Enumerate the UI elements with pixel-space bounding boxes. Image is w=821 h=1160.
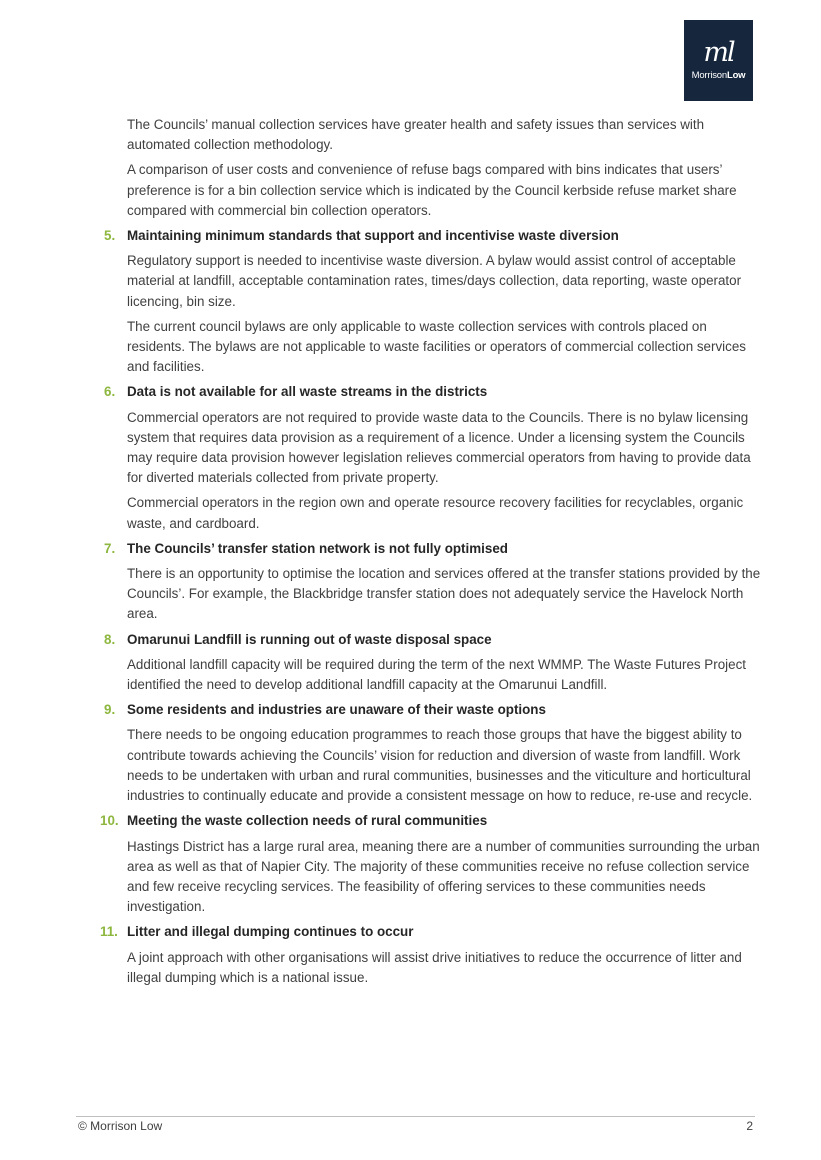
issue-item-6 (104, 382, 764, 533)
issue-number: 7. (104, 540, 116, 556)
document-body (100, 115, 764, 993)
issue-item-11 (100, 922, 764, 988)
issue-number: 8. (104, 631, 116, 647)
issue-heading (104, 539, 764, 559)
issue-paragraph: Regulatory support is needed to incentivise waste diversion. A bylaw would assist control of acceptable material at landfill, acceptable contamination rates, times/days collection, data reporting, waste operator licencing, bin size. (127, 253, 742, 309)
issue-heading-text: Omarunui Landfill is running out of waste disposal space (127, 631, 492, 647)
issue-paragraph: A joint approach with other organisations will assist drive initiatives to reduce the occurrence of litter and illegal dumping which is a national issue. (127, 949, 742, 985)
issue-item-8 (104, 630, 764, 696)
logo-word-light: Morrison (691, 70, 727, 81)
issue-heading-text: Some residents and industries are unaware of their waste options (127, 702, 546, 718)
issue-item-10 (100, 811, 764, 917)
issue-item-7 (104, 539, 764, 625)
logo-mark: ml (703, 37, 734, 68)
issue-paragraph: Commercial operators in the region own and operate resource recovery facilities for recyclables, organic waste, and cardboard. (127, 495, 744, 531)
issue-number: 10. (100, 813, 119, 829)
page-number: 2 (746, 1119, 753, 1133)
issue-item-5 (104, 226, 764, 377)
issue-paragraph: Commercial operators are not required to provide waste data to the Councils. There is no bylaw licensing system that requires data provision as a requirement of a licence. Under a licensing system the Councils may require data provision however legislation relieves commercial operators from having to provide data for diverted materials collected from private property. (127, 409, 751, 486)
issue-heading (104, 700, 764, 720)
issue-heading-text: Meeting the waste collection needs of rural communities (127, 813, 488, 829)
issue-number: 11. (100, 924, 118, 940)
logo-wordmark (684, 70, 753, 81)
issue-paragraph: The current council bylaws are only applicable to waste collection services with controls placed on residents. The bylaws are not applicable to waste facilities or operators of commercial collection services and facilities. (127, 318, 746, 375)
issue-paragraph: There is an opportunity to optimise the location and services offered at the transfer stations provided by the Councils’. For example, the Blackbridge transfer station does not adequately service the Havelock North area. (127, 566, 761, 622)
issue-heading-text: The Councils’ transfer station network is not fully optimised (127, 540, 508, 556)
intro-paragraph: A comparison of user costs and convenience of refuse bags compared with bins indicates that users’ preference is for a bin collection service which is indicated by the Council kerbside refuse market share compared with commercial bin collection operators. (127, 162, 737, 218)
issue-heading (104, 630, 764, 650)
issue-paragraph: Additional landfill capacity will be required during the term of the next WMMP. The Waste Futures Project identified the need to develop additional landfill capacity at the Omarunui Landfill. (127, 656, 746, 693)
issue-heading-text: Data is not available for all waste streams in the districts (127, 384, 488, 400)
issue-paragraph: Hastings District has a large rural area, meaning there are a number of communities surrounding the urban area as well as that of Napier City. The majority of these communities receive no refuse collection service and few receive recycling services. The feasibility of offering services to these communities needs investigation. (127, 838, 760, 915)
issue-number: 6. (104, 384, 116, 400)
issue-item-9 (104, 700, 764, 806)
issue-number: 9. (104, 702, 116, 718)
footer-divider (76, 1116, 755, 1117)
issue-heading (104, 226, 764, 246)
intro-paragraph: The Councils’ manual collection services have greater health and safety issues than services with automated collection methodology. (127, 117, 705, 153)
issue-number: 5. (104, 228, 116, 244)
issue-heading (100, 811, 764, 831)
footer-copyright: © Morrison Low (78, 1119, 163, 1133)
logo-word-bold: Low (726, 70, 746, 81)
morrison-low-logo (684, 20, 753, 101)
issue-heading-text: Maintaining minimum standards that support and incentivise waste diversion (127, 228, 619, 244)
issue-paragraph: There needs to be ongoing education programmes to reach those groups that have the biggest ability to contribute towards achieving the Councils’ vision for reduction and diversion of waste from landfill. Work needs to be undertaken with urban and rural communities, businesses and the viticulture and horticultural industries to continually educate and provide a consistent message on how to reduce, re-use and recycle. (127, 727, 753, 804)
issue-heading (104, 382, 764, 402)
issue-heading (100, 922, 764, 942)
issue-heading-text: Litter and illegal dumping continues to occur (127, 924, 414, 940)
